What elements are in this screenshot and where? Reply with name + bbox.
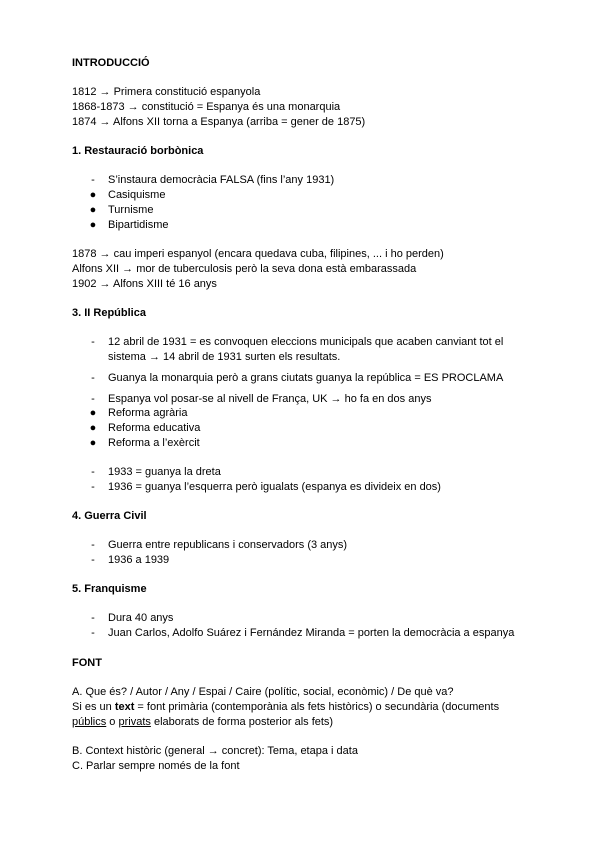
list-item: 12 abril de 1931 = es convoquen eleccions municipals que acaben canviant tot el	[108, 336, 504, 348]
section-heading-restauracio: 1. Restauració borbònica	[72, 145, 204, 157]
text-prefix: Si es un	[72, 701, 115, 713]
list-marker: -	[91, 393, 95, 405]
list-item: 1936 a 1939	[108, 554, 170, 566]
list-item: Bipartidisme	[108, 219, 169, 231]
list-item: Reforma agrària	[108, 407, 188, 419]
list-marker: -	[91, 466, 95, 478]
bullet-marker: ●	[89, 189, 97, 201]
list-item: Turnisme	[108, 204, 154, 216]
section-heading-franquisme: 5. Franquisme	[72, 583, 147, 595]
list-marker: -	[91, 612, 95, 624]
list-item: Espanya vol posar-se al nivell de França, UK → ho fa en dos anys	[108, 393, 432, 405]
font-context-line: B. Context històric (general → concret): Tema, etapa i data	[72, 745, 358, 757]
section-heading-guerra-civil: 4. Guerra Civil	[72, 510, 147, 522]
font-text-line	[72, 700, 499, 714]
body-line: 1878 → cau imperi espanyol (encara quedava cuba, filipines, ... i ho perden)	[72, 248, 444, 260]
list-marker: -	[91, 174, 95, 186]
font-heading: FONT	[72, 657, 102, 669]
list-marker: -	[91, 539, 95, 551]
list-item: Guanya la monarquia però a grans ciutats guanya la república = ES PROCLAMA	[108, 372, 504, 384]
list-item: 1933 = guanya la dreta	[108, 466, 221, 478]
intro-line: 1812 → Primera constitució espanyola	[72, 86, 261, 98]
publics-term: públics	[72, 716, 107, 728]
list-item: Reforma a l’exèrcit	[108, 437, 200, 449]
list-item: Reforma educativa	[108, 422, 201, 434]
font-documents-line	[72, 715, 333, 729]
text-suffix: = font primària (contemporània als fets històrics) o secundària (documents	[134, 701, 500, 713]
list-marker: -	[91, 372, 95, 384]
list-item: Juan Carlos, Adolfo Suárez i Fernández Miranda = porten la democràcia a espanya	[108, 627, 515, 639]
list-marker: -	[91, 554, 95, 566]
text-keyword: text	[114, 701, 135, 713]
bullet-marker: ●	[89, 407, 97, 419]
list-item: 1936 = guanya l’esquerra però igualats (espanya es divideix en dos)	[108, 481, 441, 493]
bullet-marker: ●	[89, 437, 97, 449]
font-rule-line: C. Parlar sempre només de la font	[72, 760, 240, 772]
section-heading-republica: 3. II República	[72, 307, 146, 319]
list-item: S’instaura democràcia FALSA (fins l’any 1931)	[108, 174, 335, 186]
list-item: Casiquisme	[108, 189, 166, 201]
list-item: Guerra entre republicans i conservadors (3 anys)	[108, 539, 348, 551]
list-marker: -	[91, 627, 95, 639]
body-line: 1902 → Alfons XIII té 16 anys	[72, 278, 217, 290]
bullet-marker: ●	[89, 204, 97, 216]
list-marker: -	[91, 481, 95, 493]
list-marker: -	[91, 336, 95, 348]
intro-line: 1868-1873 → constitució = Espanya és una monarquia	[72, 101, 341, 113]
documents-tail: elaborats de forma posterior als fets)	[150, 716, 334, 728]
bullet-marker: ●	[89, 422, 97, 434]
font-question-line: A. Que és? / Autor / Any / Espai / Caire (polític, social, econòmic) / De què va?	[72, 686, 454, 698]
or-word: o	[106, 716, 119, 728]
list-item-continuation: sistema → 14 abril de 1931 surten els resultats.	[108, 351, 341, 363]
intro-heading: INTRODUCCIÓ	[72, 57, 150, 69]
privats-term: privats	[118, 716, 151, 728]
body-line: Alfons XII → mor de tuberculosis però la seva dona està embarassada	[72, 263, 417, 275]
intro-line: 1874 → Alfons XII torna a Espanya (arriba = gener de 1875)	[72, 116, 366, 128]
list-item: Dura 40 anys	[108, 612, 174, 624]
bullet-marker: ●	[89, 219, 97, 231]
